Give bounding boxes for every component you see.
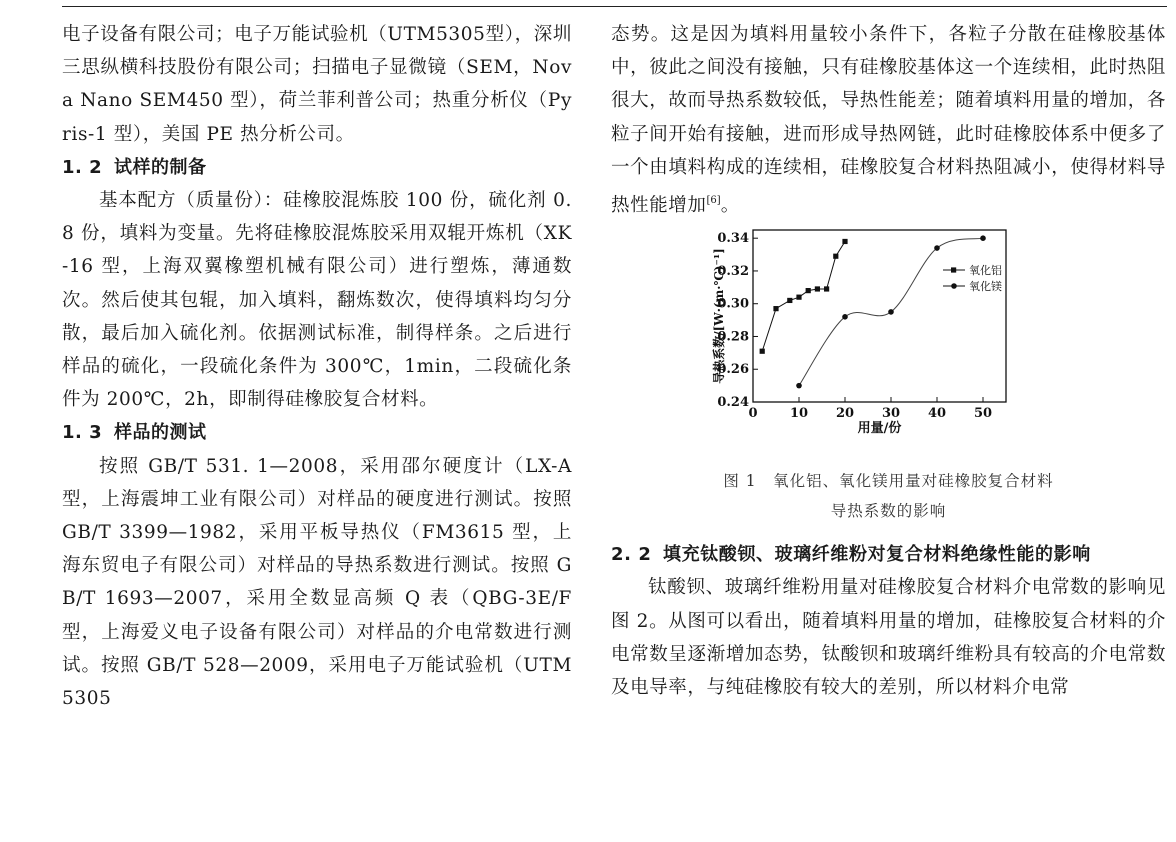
thermal-conductivity-chart: [711, 224, 1041, 464]
x-tick-label: 30: [881, 406, 901, 422]
data-point-square: [796, 295, 801, 300]
y-tick-label: 0.34: [717, 231, 749, 247]
x-tick-label: 50: [973, 406, 993, 422]
y-tick-label: 0.32: [717, 264, 749, 280]
insulation-paragraph: 钛酸钡、玻璃纤维粉用量对硅橡胶复合材料介电常数的影响见图 2。从图可以看出，随着填料用量的增加，硅橡胶复合材料的介电常数呈逐渐增加态势，钛酸钡和玻璃纤维粉具有较高的介电常数及电导率，与纯硅橡胶有较大的差别，所以材料介电常: [611, 577, 1166, 699]
x-tick-label: 40: [927, 406, 947, 422]
continuation-text: 态势。这是因为填料用量较小条件下，各粒子分散在硅橡胶基体中，彼此之间没有接触，只有硅橡胶基体这一个连续相，此时热阻很大，故而导热系数较低，导热性能差；随着填料用量的增加，各粒子间开始有接触，进而形成导热网链，此时硅橡胶体系中便多了一个由填料构成的连续相，硅橡胶复合材料热阻减小，使得材料导热性能增加: [611, 24, 1166, 217]
series-line-0: [762, 242, 845, 352]
data-point-square: [842, 239, 847, 244]
x-tick-label: 20: [835, 406, 855, 422]
legend-label: 氧化铝: [969, 264, 1002, 278]
page-header-rule: [62, 6, 1167, 7]
figure-1: [611, 224, 1166, 464]
legend-label: 氧化镁: [969, 280, 1002, 294]
data-point-circle: [980, 236, 986, 242]
sample-testing-paragraph: 按照 GB/T 531. 1—2008，采用邵尔硬度计（LX-A 型，上海震坤工业有限公司）对样品的硬度进行测试。按照 GB/T 3399—1982，采用平板导热仪（FM3615 型，上海东贸电子有限公司）对样品的导热系数进行测试。按照 GB/T 1693—2007，采用全数显高频 Q 表（QBG-3E/F 型，上海爱义电子设备有限公司）对样品的介电常数进行测试。按照 GB/T 528—2009，采用电子万能试验机（UTM5305: [62, 455, 572, 710]
data-point-circle: [796, 383, 802, 389]
y-tick-label: 0.28: [717, 329, 749, 345]
section-title: 样品的测试: [114, 422, 207, 444]
section-2-2-heading: [611, 538, 1166, 571]
citation-ref[interactable]: [6]: [706, 195, 721, 207]
continuation-paragraph: [611, 18, 1166, 222]
y-tick-label: 0.30: [717, 296, 749, 312]
x-tick-label: 10: [789, 406, 809, 422]
legend-marker-square: [951, 268, 956, 273]
intro-paragraph: 电子设备有限公司；电子万能试验机（UTM5305型），深圳三思纵横科技股份有限公司；扫描电子显微镜（SEM，Nova Nano SEM450 型），荷兰菲利普公司；热重分析仪（Pyris-1 型），美国 PE 热分析公司。: [62, 24, 572, 145]
data-point-square: [760, 349, 765, 354]
legend-marker-circle: [951, 283, 957, 289]
data-point-circle: [842, 314, 848, 320]
y-tick-label: 0.24: [717, 395, 749, 411]
x-axis-label: 用量/份: [857, 421, 902, 437]
figure-caption-line-2: 导热系数的影响: [830, 502, 947, 521]
data-point-square: [833, 254, 838, 259]
section-1-2-heading: [62, 151, 572, 184]
data-point-square: [824, 287, 829, 292]
sample-preparation-paragraph: 基本配方（质量份）：硅橡胶混炼胶 100 份，硫化剂 0. 8 份，填料为变量。先将硅橡胶混炼胶采用双辊开炼机（XK-16 型，上海双翼橡塑机械有限公司）进行塑炼，薄通数次。然后使其包辊，加入填料，翻炼数次，使得填料均匀分散，最后加入硫化剂。依据测试标准，制得样条。之后进行样品的硫化，一段硫化条件为 300℃，1min，二段硫化条件为 200℃，2h，即制得硅橡胶复合材料。: [62, 190, 572, 411]
y-axis-label: 导热系数/[W·(m·℃)⁻¹]: [712, 248, 726, 385]
data-point-square: [773, 306, 778, 311]
section-1-3-heading: [62, 416, 572, 449]
y-tick-label: 0.26: [717, 362, 749, 378]
right-column: [611, 18, 1166, 704]
x-tick-label: 0: [748, 406, 758, 422]
data-point-square: [787, 298, 792, 303]
section-number: 2. 2: [611, 544, 652, 566]
continuation-end: 。: [720, 195, 740, 217]
data-point-square: [806, 288, 811, 293]
figure-caption: [611, 466, 1166, 526]
section-title: 填充钛酸钡、玻璃纤维粉对复合材料绝缘性能的影响: [663, 544, 1091, 566]
section-title: 试样的制备: [114, 156, 207, 178]
left-column: [62, 18, 572, 715]
section-number: 1. 3: [62, 422, 103, 444]
data-point-circle: [934, 245, 940, 251]
data-point-circle: [888, 309, 894, 315]
figure-caption-line-1: 图 1 氧化铝、氧化镁用量对硅橡胶复合材料: [723, 472, 1054, 491]
section-number: 1. 2: [62, 156, 103, 178]
data-point-square: [815, 287, 820, 292]
